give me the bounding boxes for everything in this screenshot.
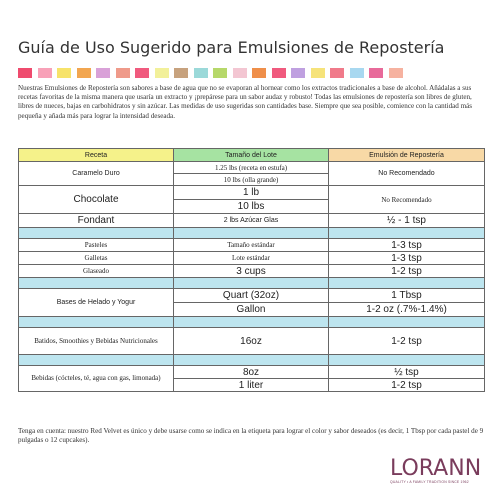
table-row <box>19 239 485 252</box>
color-swatch <box>389 68 403 78</box>
recipe-cell: Caramelo Duro <box>19 162 174 186</box>
batch-cell: 10 lbs <box>174 200 329 214</box>
color-swatch <box>213 68 227 78</box>
header-recipe: Receta <box>19 149 174 162</box>
color-swatch <box>330 68 344 78</box>
color-swatch <box>350 68 364 78</box>
emulsion-cell: 1-2 tsp <box>329 328 485 355</box>
recipe-cell: Chocolate <box>19 186 174 214</box>
color-swatch <box>38 68 52 78</box>
recipe-cell: Bebidas (cócteles, té, agua con gas, limonada) <box>19 366 174 392</box>
logo-wordmark: LORANN <box>390 456 482 481</box>
table-row <box>19 186 485 200</box>
table-row <box>19 328 485 355</box>
emulsion-cell: No Recomendado <box>329 162 485 186</box>
recipe-cell: Glaseado <box>19 265 174 278</box>
color-swatch <box>194 68 208 78</box>
color-swatch-strip <box>18 68 403 78</box>
batch-cell: Lote estándar <box>174 252 329 265</box>
usage-guide-table <box>18 148 485 392</box>
batch-cell: 8oz <box>174 366 329 379</box>
emulsion-cell: No Recomendado <box>329 186 485 214</box>
emulsion-cell: 1-3 tsp <box>329 239 485 252</box>
color-swatch <box>116 68 130 78</box>
table-header-row <box>19 149 485 162</box>
separator-row <box>19 317 485 328</box>
separator-row <box>19 278 485 289</box>
emulsion-cell: 1-2 tsp <box>329 379 485 392</box>
color-swatch <box>233 68 247 78</box>
batch-cell: 3 cups <box>174 265 329 278</box>
color-swatch <box>291 68 305 78</box>
batch-cell: 2 lbs Azúcar Glas <box>174 214 329 228</box>
table-row <box>19 252 485 265</box>
table-row <box>19 289 485 303</box>
separator-row <box>19 355 485 366</box>
color-swatch <box>252 68 266 78</box>
color-swatch <box>96 68 110 78</box>
batch-cell: 1 liter <box>174 379 329 392</box>
color-swatch <box>57 68 71 78</box>
emulsion-cell: 1 Tbsp <box>329 289 485 303</box>
table-row <box>19 214 485 228</box>
recipe-cell: Pasteles <box>19 239 174 252</box>
recipe-cell: Fondant <box>19 214 174 228</box>
emulsion-cell: ½ tsp <box>329 366 485 379</box>
header-emulsion: Emulsión de Repostería <box>329 149 485 162</box>
lorann-logo <box>390 458 485 484</box>
logo-tagline: QUALITY • A FAMILY TRADITION SINCE 1962 <box>390 480 469 484</box>
table-row <box>19 265 485 278</box>
recipe-cell: Batidos, Smoothies y Bebidas Nutricionales <box>19 328 174 355</box>
table-row <box>19 366 485 379</box>
color-swatch <box>311 68 325 78</box>
color-swatch <box>135 68 149 78</box>
batch-cell: 16oz <box>174 328 329 355</box>
batch-cell: 1 lb <box>174 186 329 200</box>
footnote: Tenga en cuenta: nuestro Red Velvet es único y debe usarse como se indica en la etiqueta para lograr el color y sabor deseados (es decir, 1 Tbsp por cada pastel de 9 pulgadas o 12 cupcakes). <box>18 427 484 445</box>
batch-cell: 10 lbs (olla grande) <box>174 174 329 186</box>
color-swatch <box>272 68 286 78</box>
separator-row <box>19 228 485 239</box>
table-row <box>19 162 485 174</box>
color-swatch <box>369 68 383 78</box>
color-swatch <box>77 68 91 78</box>
batch-cell: 1.25 lbs (receta en estufa) <box>174 162 329 174</box>
batch-cell: Gallon <box>174 303 329 317</box>
emulsion-cell: 1-2 oz (.7%-1.4%) <box>329 303 485 317</box>
emulsion-cell: ½ - 1 tsp <box>329 214 485 228</box>
intro-paragraph: Nuestras Emulsiones de Repostería son sabores a base de agua que no se evaporan al hornear como los extractos tradicionales a base de alcohol. Añádalas a sus recetas favoritas de la misma manera que usaría un extracto y ¡prepárese para un sabor audaz y robusto! Todas las emulsiones de repostería son libres de gluten, libres de nueces, bajas en carbohidratos y sin azúcar. Las medidas de uso sugeridas son cantidades base. Siempre que sea posible, comience con la cantidad más pequeña y añada más para lograr la intensidad deseada. <box>18 84 473 120</box>
color-swatch <box>174 68 188 78</box>
emulsion-cell: 1-3 tsp <box>329 252 485 265</box>
recipe-cell: Bases de Helado y Yogur <box>19 289 174 317</box>
emulsion-cell: 1-2 tsp <box>329 265 485 278</box>
batch-cell: Tamaño estándar <box>174 239 329 252</box>
header-batch-size: Tamaño del Lote <box>174 149 329 162</box>
batch-cell: Quart (32oz) <box>174 289 329 303</box>
color-swatch <box>18 68 32 78</box>
page-title: Guía de Uso Sugerido para Emulsiones de Repostería <box>18 38 445 57</box>
color-swatch <box>155 68 169 78</box>
recipe-cell: Galletas <box>19 252 174 265</box>
